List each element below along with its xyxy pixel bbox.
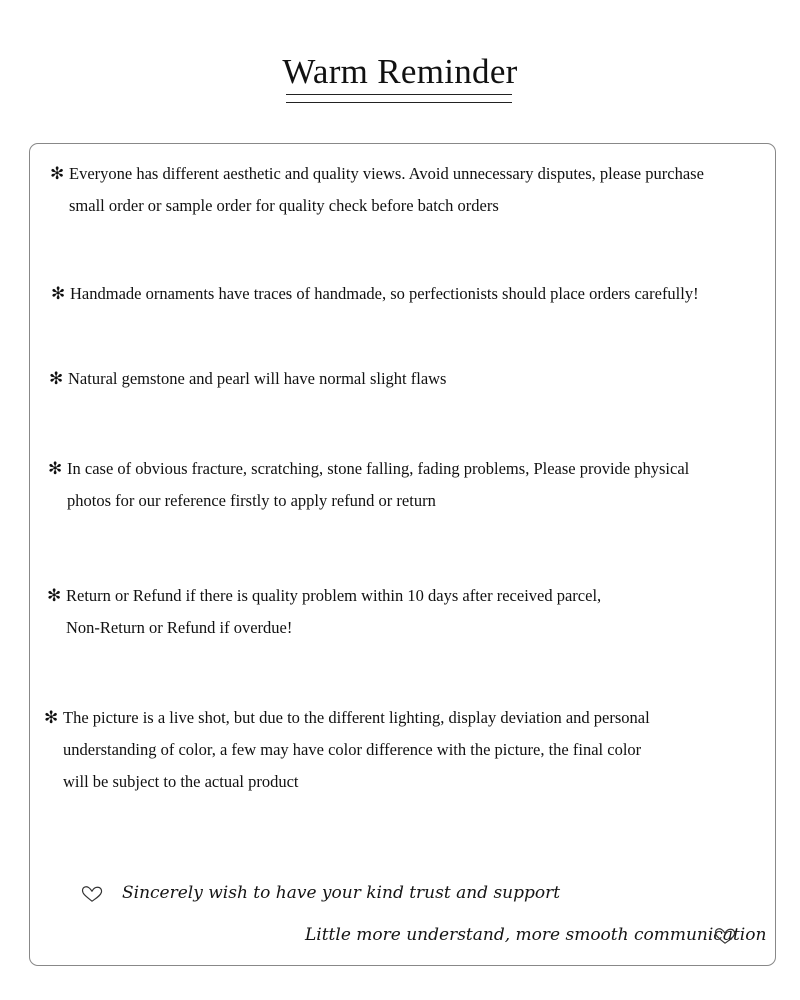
reminder-text-line: Handmade ornaments have traces of handmade, so perfectionists should place orders carefully! <box>70 284 699 303</box>
reminder-text-line: Everyone has different aesthetic and quality views. Avoid unnecessary disputes, please purchase <box>69 164 704 183</box>
reminder-item <box>50 158 704 222</box>
closing-message-communication: Little more understand, more smooth communication <box>305 925 767 945</box>
reminder-text-line: The picture is a live shot, but due to the different lighting, display deviation and personal <box>63 708 650 727</box>
asterisk-icon: ✻ <box>47 586 62 605</box>
reminder-panel <box>29 143 776 966</box>
heart-outline-icon <box>81 885 103 903</box>
asterisk-icon: ✻ <box>51 284 66 303</box>
asterisk-icon: ✻ <box>48 459 63 478</box>
reminder-item <box>51 278 699 310</box>
reminder-text-line: Non-Return or Refund if overdue! <box>66 618 293 637</box>
asterisk-icon: ✻ <box>50 164 65 183</box>
reminder-item <box>49 363 447 395</box>
page-title: Warm Reminder <box>282 52 518 91</box>
reminder-item <box>44 702 650 798</box>
heart-outline-icon <box>714 927 736 945</box>
title-underline <box>286 94 512 95</box>
reminder-text-line: understanding of color, a few may have color difference with the picture, the final color <box>63 740 642 759</box>
reminder-item <box>47 580 602 644</box>
reminder-text-line: will be subject to the actual product <box>63 772 299 791</box>
closing-message-support: Sincerely wish to have your kind trust and support <box>122 883 561 903</box>
reminder-text-line: Return or Refund if there is quality problem within 10 days after received parcel, <box>66 586 602 605</box>
reminder-text-line: In case of obvious fracture, scratching, stone falling, fading problems, Please provide physical <box>67 459 690 478</box>
asterisk-icon: ✻ <box>44 708 59 727</box>
title-underline-double <box>286 102 512 103</box>
reminder-text-line: photos for our reference firstly to apply refund or return <box>67 491 436 510</box>
asterisk-icon: ✻ <box>49 369 64 388</box>
reminder-text-line: small order or sample order for quality check before batch orders <box>69 196 499 215</box>
reminder-text-line: Natural gemstone and pearl will have normal slight flaws <box>68 369 447 388</box>
reminder-item <box>48 453 690 517</box>
